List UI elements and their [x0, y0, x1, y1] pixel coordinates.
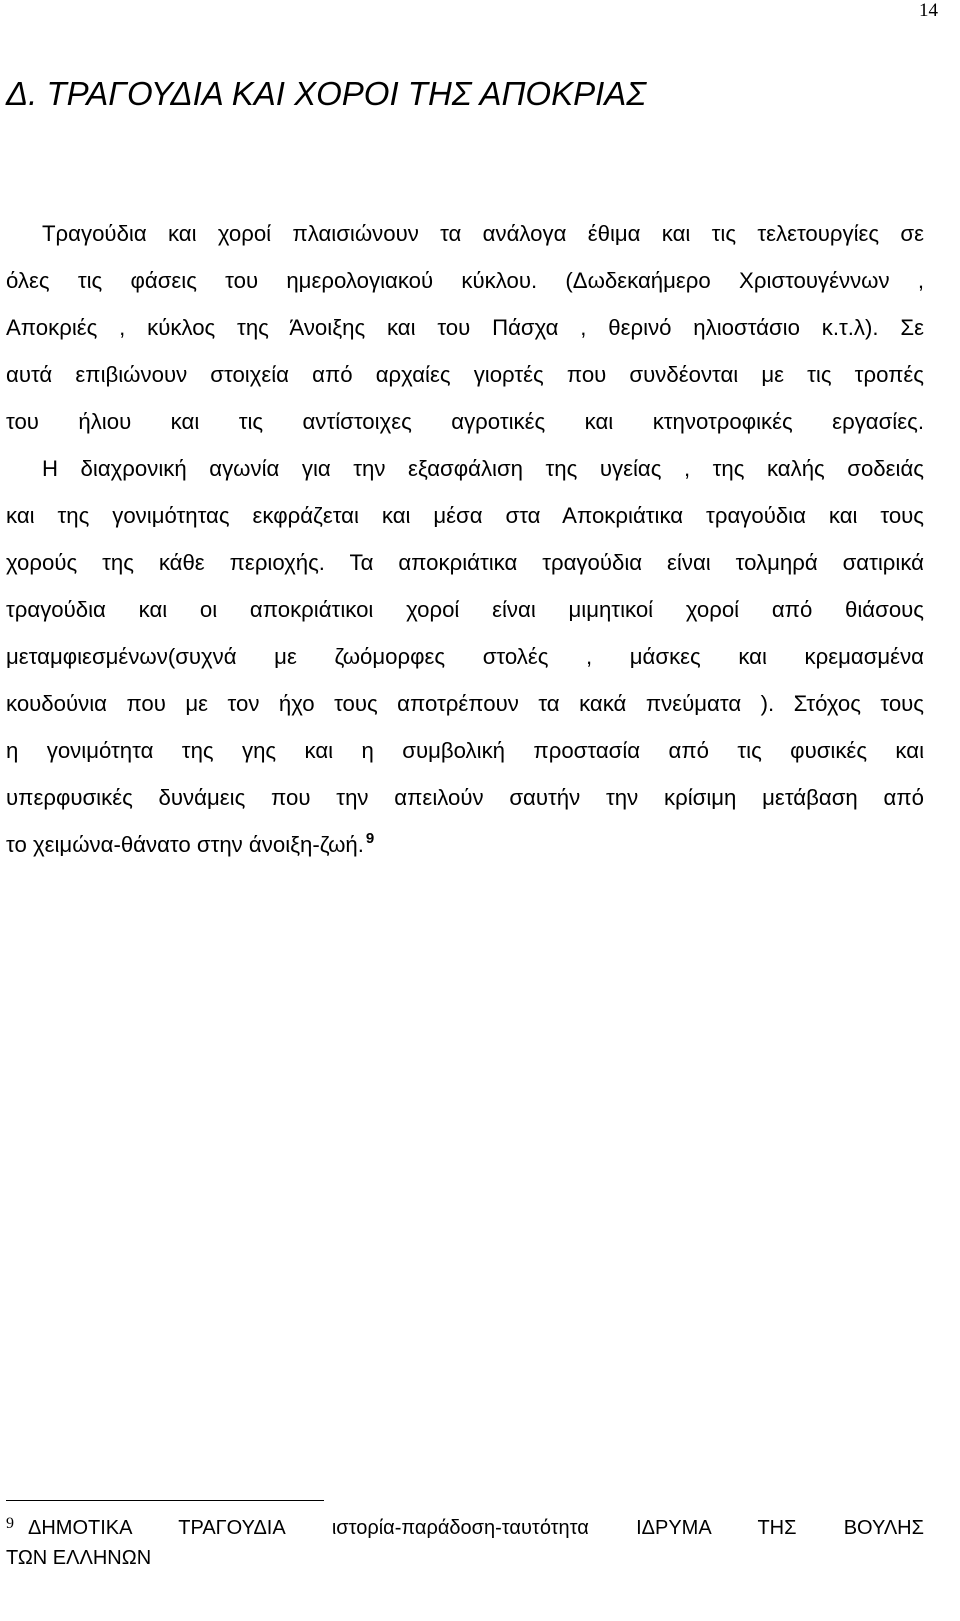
body-line: υπερφυσικές δυνάμεις που την απειλούν σαυτήν την κρίσιμη μετάβαση από [6, 785, 924, 810]
body-line: και της γονιμότητας εκφράζεται και μέσα στα Αποκριάτικα τραγούδια και τους [6, 503, 924, 528]
body-paragraph [6, 210, 924, 868]
footnote-marker: 9 [6, 1515, 14, 1532]
footnote-line: ΤΩΝ ΕΛΛΗΝΩΝ [6, 1547, 152, 1569]
body-line: όλες τις φάσεις του ημερολογιακού κύκλου. (Δωδεκαήμερο Χριστουγέννων , [6, 268, 924, 293]
footnote-text: ΔΗΜΟΤΙΚΑ ΤΡΑΓΟΥΔΙΑ ιστορία-παράδοση-ταυτότητα ΙΔΡΥΜΑ ΤΗΣ ΒΟΥΛΗΣ [28, 1517, 924, 1539]
footnote [6, 1513, 924, 1573]
section-title: Δ. ΤΡΑΓΟΥΔΙΑ ΚΑΙ ΧΟΡΟΙ ΤΗΣ ΑΠΟΚΡΙΑΣ [6, 75, 647, 112]
body-line: μεταμφιεσμένων(συχνά με ζωόμορφες στολές , μάσκες και κρεμασμένα [6, 644, 924, 669]
body-line: αυτά επιβιώνουν στοιχεία από αρχαίες γιορτές που συνδέονται με τις τροπές [6, 362, 924, 387]
page-number: 14 [919, 0, 938, 21]
body-line-text: το χειμώνα-θάνατο στην άνοιξη-ζωή. [6, 832, 364, 857]
body-line-last [6, 821, 924, 868]
footnote-line [6, 1513, 924, 1543]
body-line: του ήλιου και τις αντίστοιχες αγροτικές και κτηνοτροφικές εργασίες. [6, 409, 924, 434]
body-line: χορούς της κάθε περιοχής. Τα αποκριάτικα τραγούδια είναι τολμηρά σατιρικά [6, 550, 924, 575]
body-line: Η διαχρονική αγωνία για την εξασφάλιση της υγείας , της καλής σοδειάς [42, 456, 924, 481]
body-line: τραγούδια και οι αποκριάτικοι χοροί είναι μιμητικοί χοροί από θιάσους [6, 597, 924, 622]
body-line: Αποκριές , κύκλος της Άνοιξης και του Πάσχα , θερινό ηλιοστάσιο κ.τ.λ). Σε [6, 315, 924, 340]
footnote-reference[interactable]: 9 [365, 830, 375, 847]
body-line: Τραγούδια και χοροί πλαισιώνουν τα ανάλογα έθιμα και τις τελετουργίες σε [42, 221, 924, 246]
body-line: κουδούνια που με τον ήχο τους αποτρέπουν τα κακά πνεύματα ). Στόχος τους [6, 691, 924, 716]
footnote-separator [6, 1500, 324, 1501]
body-line: η γονιμότητα της γης και η συμβολική προστασία από τις φυσικές και [6, 738, 924, 763]
